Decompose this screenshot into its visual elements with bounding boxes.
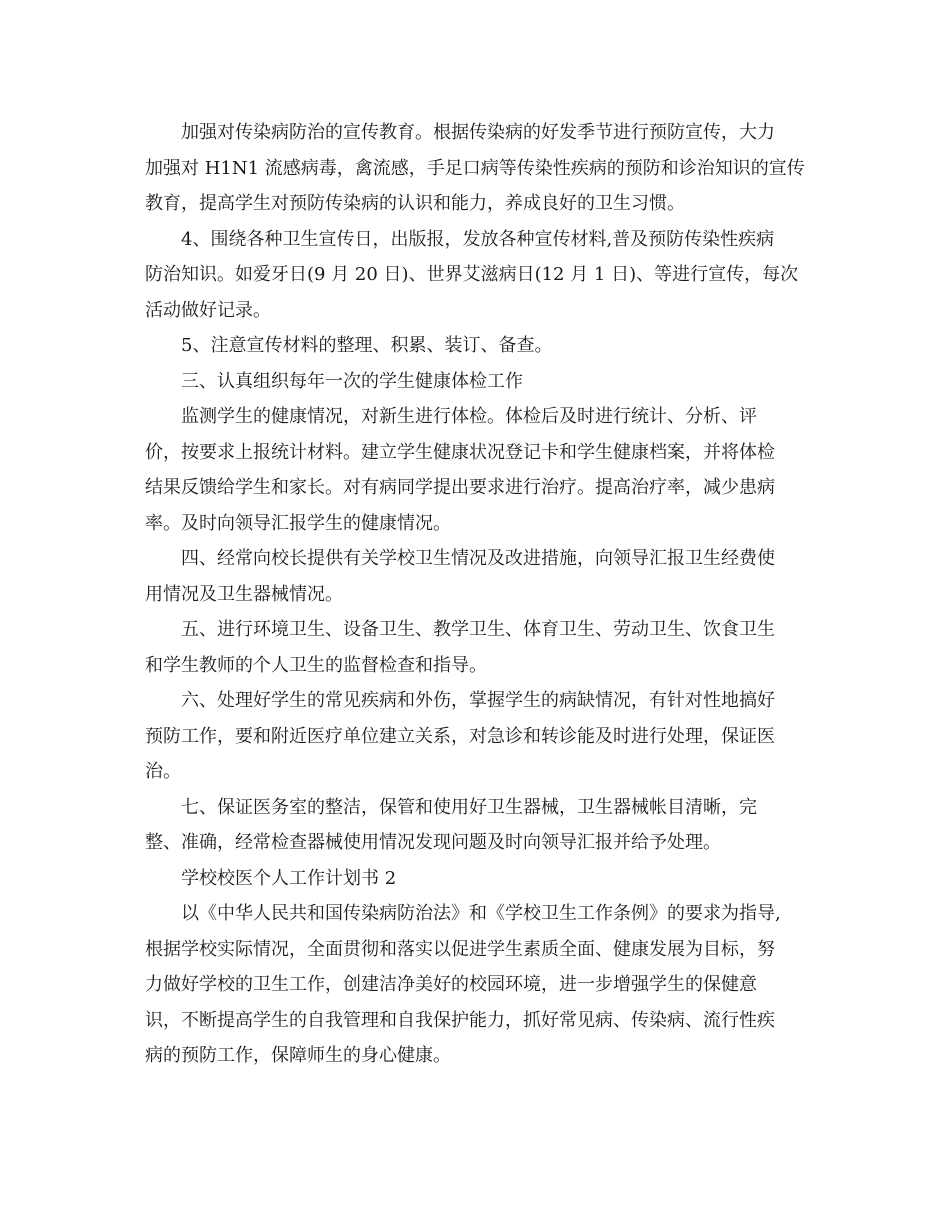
document-body <box>145 115 810 1074</box>
paragraph-line: 预防工作，要和附近医疗单位建立关系，对急诊和转诊能及时进行处理，保证医 <box>145 725 775 747</box>
paragraph-line: 和学生教师的个人卫生的监督检查和指导。 <box>145 654 487 676</box>
paragraph-line: 加强对 H1N1 流感病毒，禽流感，手足口病等传染性疾病的预防和诊治知识的宣传 <box>145 157 805 179</box>
paragraph-line: 结果反馈给学生和家长。对有病同学提出要求进行治疗。提高治疗率，减少患病 <box>145 477 775 498</box>
paragraph-line: 加强对传染病防治的宣传教育。根据传染病的好发季节进行预防宣传，大力 <box>181 122 775 143</box>
paragraph-line: 力做好学校的卫生工作，创建洁净美好的校园环境，进一步增强学生的保健意 <box>145 974 757 995</box>
paragraph-line: 教育，提高学生对预防传染病的认识和能力，养成良好的卫生习惯。 <box>145 193 685 214</box>
paragraph-line: 病的预防工作，保障师生的身心健康。 <box>145 1045 451 1066</box>
paragraph-line: 根据学校实际情况，全面贯彻和落实以促进学生素质全面、健康发展为目标，努 <box>145 938 775 960</box>
paragraph-line: 价，按要求上报统计材料。建立学生健康状况登记卡和学生健康档案，并将体检 <box>145 441 775 463</box>
paragraph-line: 治。 <box>145 761 181 782</box>
paragraph-line: 以《中华人民共和国传染病防治法》和《学校卫生工作条例》的要求为指导, <box>181 903 781 924</box>
paragraph-line: 四、经常向校长提供有关学校卫生情况及改进措施，向领导汇报卫生经费使 <box>181 548 775 569</box>
paragraph-line: 整、准确，经常检查器械使用情况发现问题及时向领导汇报并给予处理。 <box>145 832 721 853</box>
paragraph-line: 活动做好记录。 <box>145 299 271 321</box>
paragraph-line: 监测学生的健康情况，对新生进行体检。体检后及时进行统计、分析、评 <box>181 406 757 427</box>
paragraph-line: 七、保证医务室的整洁，保管和使用好卫生器械，卫生器械帐目清晰，完 <box>181 796 757 818</box>
paragraph-line: 识，不断提高学生的自我管理和自我保护能力，抓好常见病、传染病、流行性疾 <box>145 1009 775 1031</box>
paragraph-line: 五、进行环境卫生、设备卫生、教学卫生、体育卫生、劳动卫生、饮食卫生 <box>181 619 775 640</box>
section-heading: 三、认真组织每年一次的学生健康体检工作 <box>181 370 523 392</box>
paragraph-line: 5、注意宣传材料的整理、积累、装订、备查。 <box>181 335 553 356</box>
paragraph-line: 防治知识。如爱牙日(9 月 20 日)、世界艾滋病日(12 月 1 日)、等进行宣传，每次 <box>145 264 799 285</box>
section-heading: 学校校医个人工作计划书 2 <box>181 867 397 889</box>
paragraph-line: 六、处理好学生的常见疾病和外伤，掌握学生的病缺情况，有针对性地搞好 <box>181 690 775 711</box>
paragraph-line: 4、围绕各种卫生宣传日，出版报，发放各种宣传材料,普及预防传染性疾病 <box>181 228 775 250</box>
paragraph-line: 率。及时向领导汇报学生的健康情况。 <box>145 512 451 534</box>
paragraph-line: 用情况及卫生器械情况。 <box>145 583 343 605</box>
